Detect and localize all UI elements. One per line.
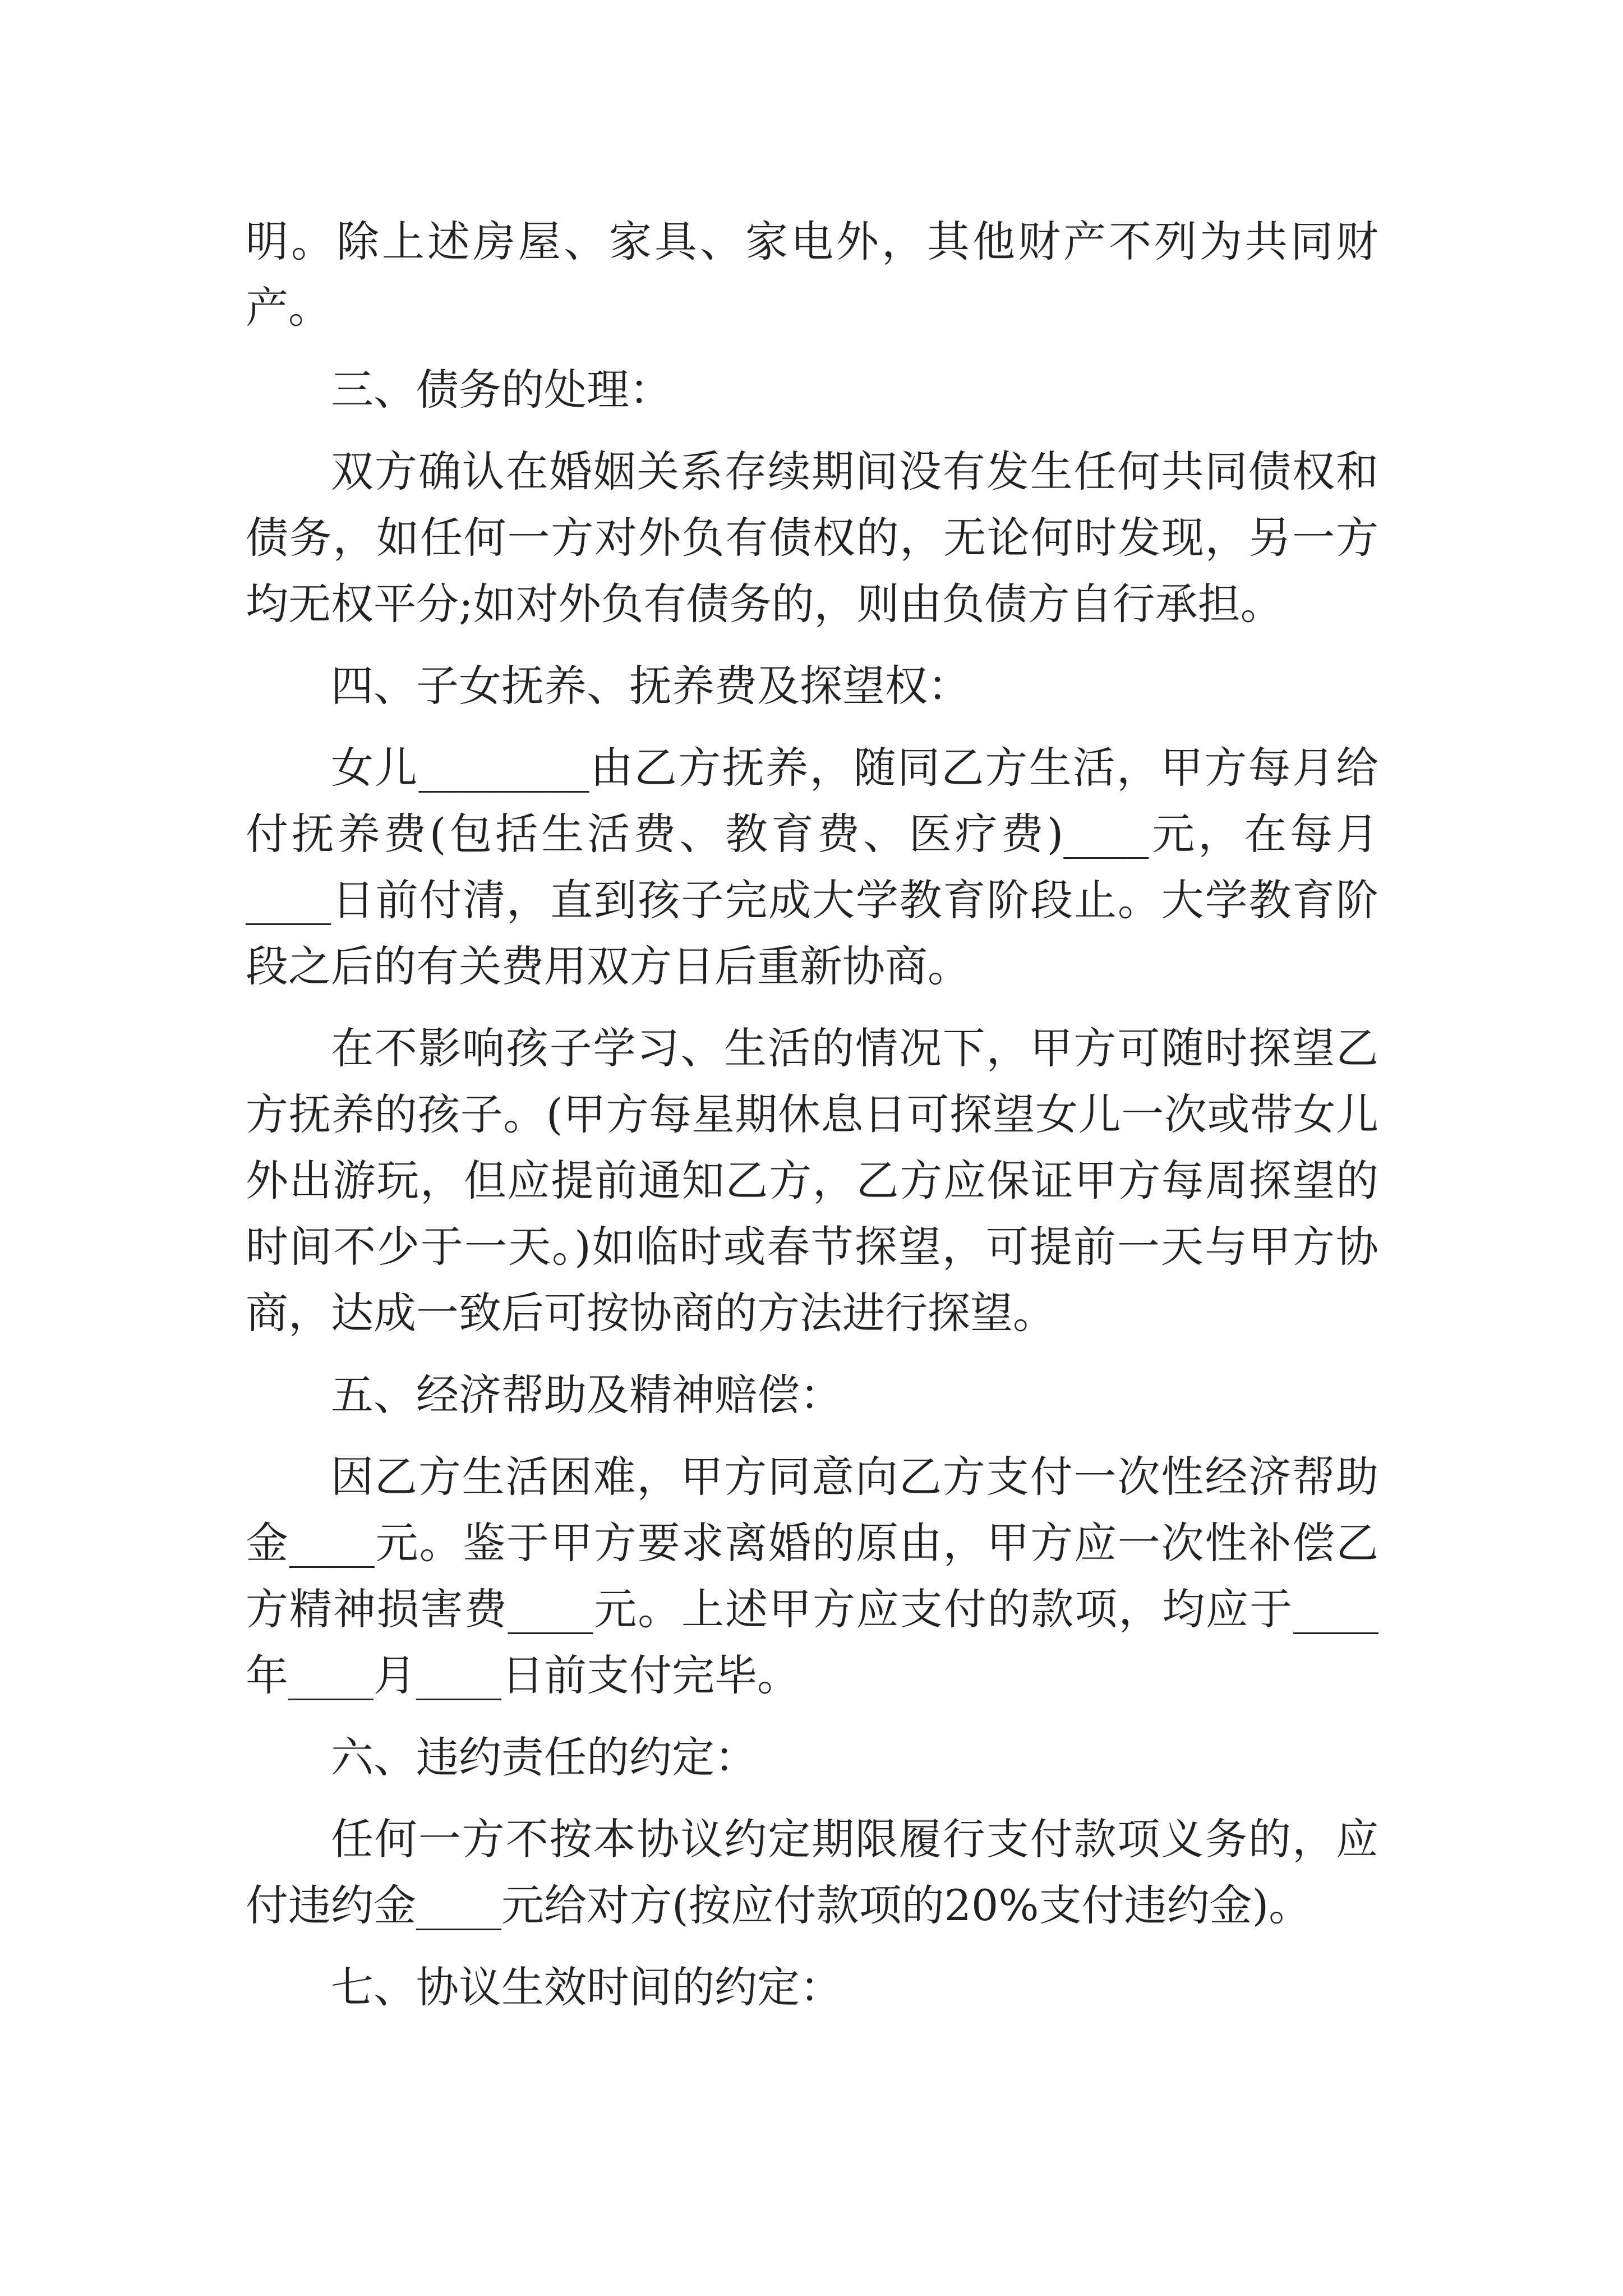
paragraph-visitation: 在不影响孩子学习、生活的情况下，甲方可随时探望乙方抚养的孩子。(甲方每星期休息日可探望女儿一次或带女儿外出游玩，但应提前通知乙方，乙方应保证甲方每周探望的时间不少于一天。)如临时或春节探望，可提前一天与甲方协商，达成一致后可按协商的方法进行探望。 <box>246 1023 1378 1338</box>
paragraph-continuation: 明。除上述房屋、家具、家电外，其他财产不列为共同财产。 <box>246 217 1378 333</box>
section-heading-compensation: 五、经济帮助及精神赔偿： <box>331 1370 842 1420</box>
paragraph-child-support: 女儿________由乙方抚养，随同乙方生活，甲方每月给付抚养费(包括生活费、教育费、医疗费)____元，在每月____日前付清，直到孩子完成大学教育阶段止。大学教育阶段之后的有关费用双方日后重新协商。 <box>246 743 1378 991</box>
section-heading-debts: 三、债务的处理： <box>331 365 672 415</box>
paragraph-compensation: 因乙方生活困难，甲方同意向乙方支付一次性经济帮助金____元。鉴于甲方要求离婚的原由，甲方应一次性补偿乙方精神损害费____元。上述甲方应支付的款项，均应于____年____月____日前支付完毕。 <box>246 1452 1378 1700</box>
section-heading-effective-date: 七、协议生效时间的约定： <box>331 1962 842 2012</box>
document-body <box>246 209 1378 2036</box>
paragraph-debts: 双方确认在婚姻关系存续期间没有发生任何共同债权和债务，如任何一方对外负有债权的，无论何时发现，另一方均无权平分;如对外负有债务的，则由负债方自行承担。 <box>246 447 1378 629</box>
section-heading-child-custody: 四、子女抚养、抚养费及探望权： <box>331 661 970 711</box>
section-heading-breach: 六、违约责任的约定： <box>331 1732 757 1782</box>
paragraph-breach: 任何一方不按本协议约定期限履行支付款项义务的，应付违约金____元给对方(按应付款项的20%支付违约金)。 <box>246 1814 1378 1930</box>
